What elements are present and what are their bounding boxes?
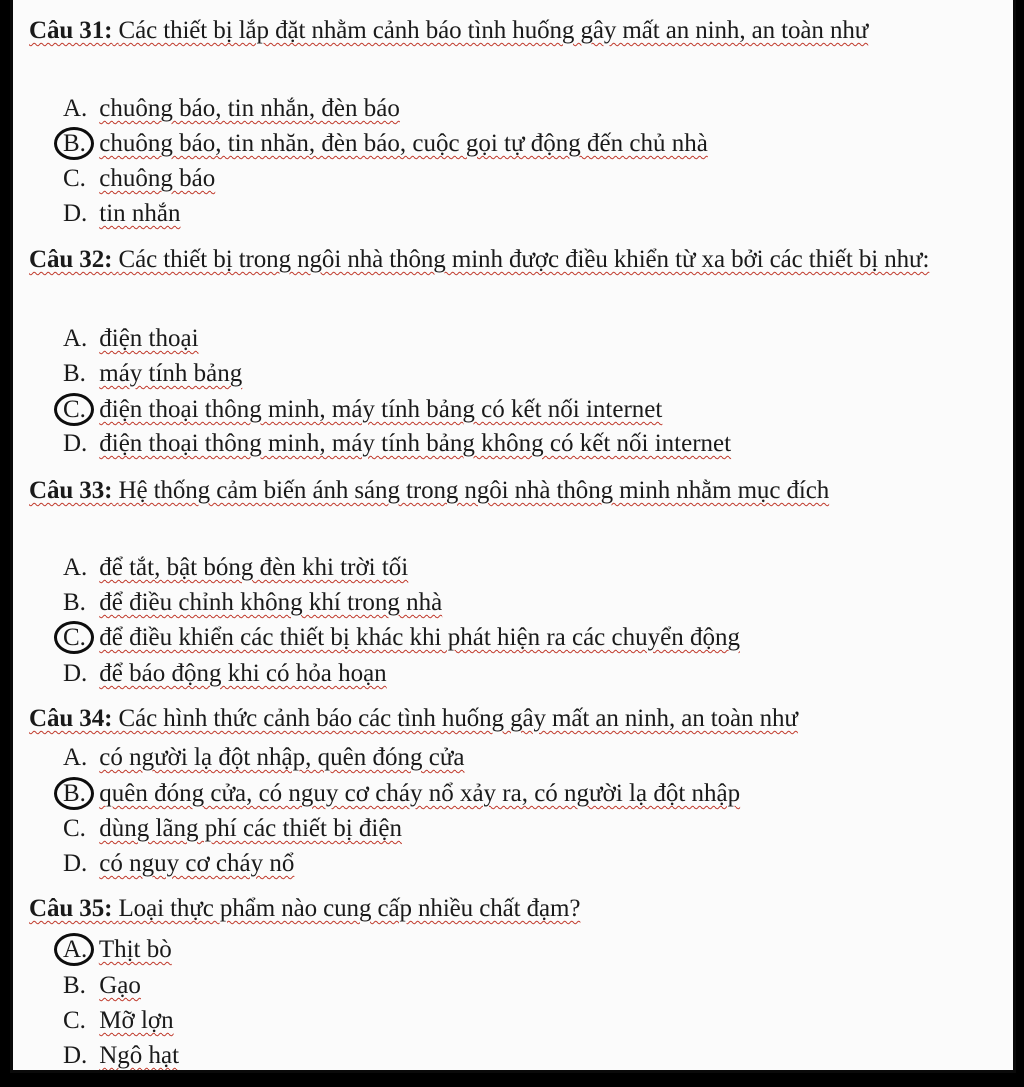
option-d[interactable]: [63, 847, 294, 881]
option-text: tin nhắn: [99, 200, 181, 227]
option-letter: D.: [63, 200, 88, 227]
question-text: [29, 472, 1004, 509]
question-body: Hệ thống cảm biến ánh sáng trong ngôi nhà thông minh nhằm mục đích: [118, 477, 830, 504]
option-c[interactable]: [63, 162, 215, 196]
option-letter: C.: [63, 165, 86, 192]
option-text: máy tính bảng: [99, 360, 243, 387]
option-c[interactable]: [63, 621, 740, 655]
option-d[interactable]: [63, 657, 387, 691]
option-letter: B.: [63, 360, 86, 387]
question-text: [29, 12, 1004, 49]
question-body: Các thiết bị trong ngôi nhà thông minh được điều khiển từ xa bởi các thiết bị như:: [118, 246, 930, 273]
question-text: [29, 700, 1004, 737]
option-letter: C.: [63, 1007, 86, 1034]
option-a[interactable]: [63, 322, 199, 356]
option-letter: B.: [63, 780, 86, 807]
option-text: Ngô hạt: [99, 1042, 180, 1069]
option-letter: B.: [63, 972, 86, 999]
option-text: điện thoại: [99, 325, 199, 352]
option-letter: A.: [63, 554, 88, 581]
question-label: Câu 33:: [29, 477, 113, 504]
option-text: chuông báo, tin nhăn, đèn báo, cuộc gọi tự động đến chủ nhà: [99, 130, 708, 157]
option-d[interactable]: [63, 1039, 179, 1073]
option-b[interactable]: [63, 777, 740, 811]
option-b[interactable]: [63, 357, 242, 391]
option-letter: D.: [63, 1042, 88, 1069]
question-body: Các hình thức cảnh báo các tình huống gây mất an ninh, an toàn như: [118, 705, 798, 732]
option-b[interactable]: [63, 969, 141, 1003]
option-letter: A.: [63, 744, 88, 771]
option-letter: C.: [63, 815, 86, 842]
question-text: [29, 241, 1004, 278]
option-letter: B.: [63, 589, 86, 616]
option-c[interactable]: [63, 1004, 174, 1038]
option-text: điện thoại thông minh, máy tính bảng không có kết nối internet: [99, 430, 732, 457]
option-text: chuông báo, tin nhắn, đèn báo: [99, 95, 400, 122]
option-letter: A.: [63, 95, 88, 122]
option-text: Mỡ lợn: [99, 1007, 174, 1034]
option-text: chuông báo: [99, 165, 216, 192]
question-body: Loại thực phẩm nào cung cấp nhiều chất đạm?: [118, 895, 581, 922]
option-text: quên đóng cửa, có nguy cơ cháy nổ xảy ra, có người lạ đột nhập: [99, 780, 741, 807]
question-label: Câu 34:: [29, 705, 113, 732]
option-text: điện thoại thông minh, máy tính bảng có kết nối internet: [99, 396, 663, 423]
option-c[interactable]: [63, 393, 662, 427]
question-label: Câu 32:: [29, 246, 113, 273]
option-d[interactable]: [63, 427, 731, 461]
question-label: Câu 31:: [29, 17, 113, 44]
option-b[interactable]: [63, 127, 708, 161]
option-text: Thịt bò: [98, 936, 172, 963]
option-d[interactable]: [63, 197, 181, 231]
question-body: Các thiết bị lắp đặt nhằm cảnh báo tình huống gây mất an ninh, an toàn như: [118, 17, 869, 44]
option-letter: D.: [63, 850, 88, 877]
question-label: Câu 35:: [29, 895, 113, 922]
option-text: để báo động khi có hỏa hoạn: [99, 660, 387, 687]
option-c[interactable]: [63, 812, 402, 846]
option-text: để tắt, bật bóng đèn khi trời tối: [99, 554, 409, 581]
option-a[interactable]: [63, 551, 408, 585]
option-letter: B.: [63, 130, 86, 157]
question-text: [29, 890, 1004, 927]
option-letter: A.: [63, 936, 88, 963]
option-text: để điều chỉnh không khí trong nhà: [99, 589, 443, 616]
option-text: Gạo: [99, 972, 141, 999]
option-letter: C.: [63, 396, 86, 423]
option-letter: D.: [63, 430, 88, 457]
option-text: để điều khiển các thiết bị khác khi phát hiện ra các chuyển động: [99, 624, 740, 651]
option-text: dùng lãng phí các thiết bị điện: [99, 815, 402, 842]
option-b[interactable]: [63, 586, 442, 620]
option-letter: A.: [63, 325, 88, 352]
option-a[interactable]: [63, 741, 464, 775]
option-text: có người lạ đột nhập, quên đóng cửa: [99, 744, 465, 771]
option-letter: C.: [63, 624, 86, 651]
option-letter: D.: [63, 660, 88, 687]
option-text: có nguy cơ cháy nổ: [99, 850, 295, 877]
quiz-sheet: [10, 0, 1016, 1073]
option-a[interactable]: [63, 92, 400, 126]
option-a[interactable]: [63, 933, 172, 967]
